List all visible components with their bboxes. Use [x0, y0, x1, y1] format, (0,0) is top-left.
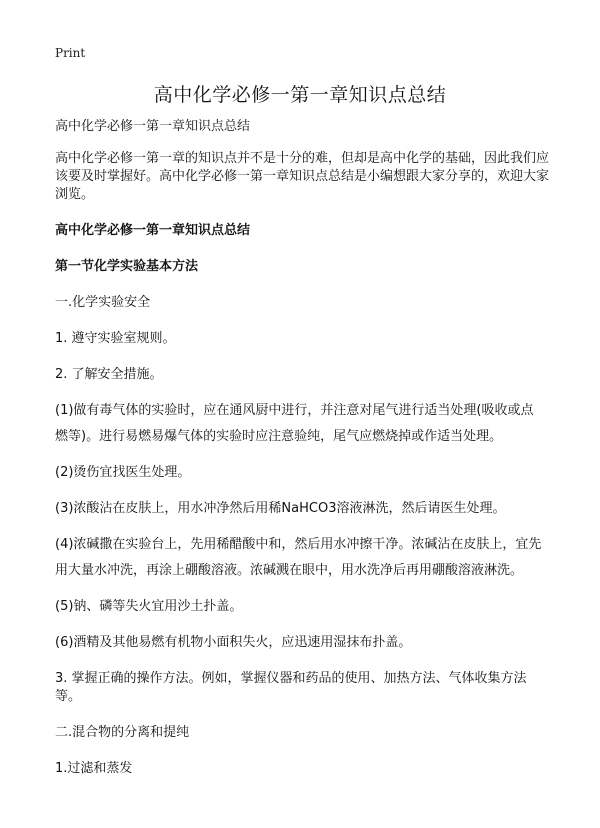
paragraph: 3. 掌握正确的操作方法。例如，掌握仪器和药品的使用、加热方法、气体收集方法等。 [55, 671, 527, 704]
paragraph: 用大量水冲洗，再涂上硼酸溶液。浓碱溅在眼中，用水洗净后再用硼酸溶液淋洗。 [55, 563, 524, 578]
paragraph: (4)浓碱撒在实验台上，先用稀醋酸中和，然后用水冲擦干净。浓碱沾在皮肤上，宜先 [55, 537, 542, 552]
paragraph: 高中化学必修一第一章知识点总结 [55, 119, 251, 134]
paragraph: 2. 了解安全措施。 [55, 367, 163, 382]
paragraph: 二.混合物的分离和提纯 [55, 725, 190, 740]
paragraph: (3)浓酸沾在皮肤上，用水冲净然后用稀NaHCO3溶液淋洗，然后请医生处理。 [55, 501, 506, 516]
paragraph: 1. 遵守实验室规则。 [55, 331, 176, 346]
article-body [55, 118, 552, 796]
section-heading: 高中化学必修一第一章知识点总结 [55, 223, 251, 238]
paragraph: (6)酒精及其他易燃有机物小面积失火，应迅速用湿抹布扑盖。 [55, 635, 412, 650]
paragraph: (5)钠、磷等失火宜用沙土扑盖。 [55, 599, 243, 614]
paragraph: 高中化学必修一第一章的知识点并不是十分的难，但却是高中化学的基础，因此我们应该要及时掌握好。高中化学必修一第一章知识点总结是小编想跟大家分享的，欢迎大家浏览。 [55, 151, 550, 202]
paragraph: 1.过滤和蒸发 [55, 761, 133, 776]
section-heading: 第一节化学实验基本方法 [55, 259, 199, 274]
page-title: 高中化学必修一第一章知识点总结 [153, 84, 447, 106]
paragraph: 燃等)。进行易燃易爆气体的实验时应注意验纯，尾气应燃烧掉或作适当处理。 [55, 429, 503, 444]
paragraph: (2)烫伤宜找医生处理。 [55, 465, 191, 480]
paragraph: 一.化学实验安全 [55, 295, 151, 310]
print-label[interactable]: Print [55, 46, 86, 60]
paragraph: (1)做有毒气体的实验时，应在通风厨中进行，并注意对尾气进行适当处理(吸收或点 [55, 403, 534, 418]
